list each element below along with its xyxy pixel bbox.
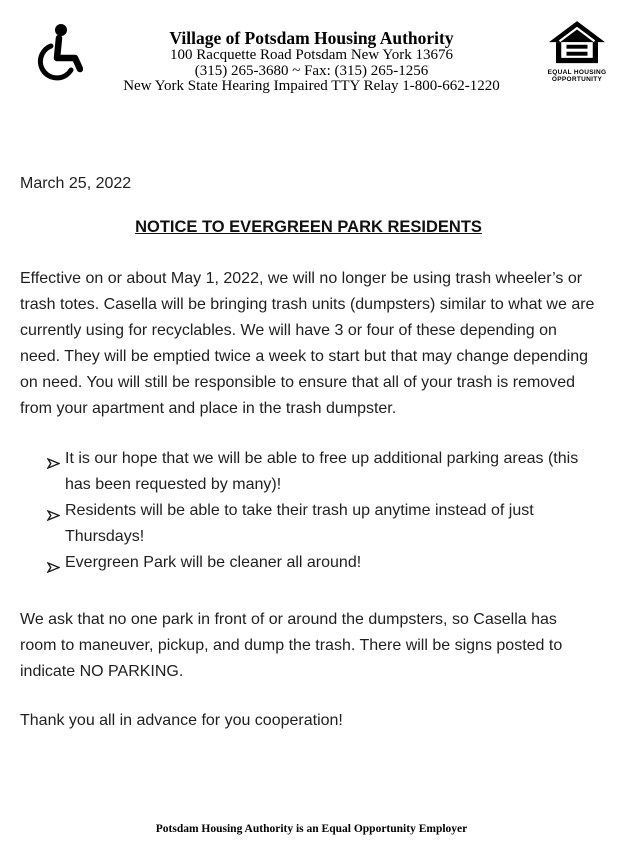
wheelchair-accessibility-icon — [33, 22, 83, 84]
notice-title: NOTICE TO EVERGREEN PARK RESIDENTS — [135, 218, 482, 236]
paragraph-trash-changes: Effective on or about May 1, 2022, we will no longer be using trash wheeler’s or trash totes. Casella will be bringing trash units (dumpsters) similar to what we are currently using for recyclables. We will have 3 or four of these depending on need. They will be emptied twice a week to start but that may change depending on need. You will still be responsible to ensure that all of your trash is removed from your apartment and place in the trash dumpster. — [20, 270, 595, 417]
organization-phone-fax: (315) 265-3680 ~ Fax: (315) 265-1256 — [194, 62, 429, 79]
eho-label-line2: OPPORTUNITY — [551, 75, 603, 83]
letterhead-text-block — [0, 0, 623, 95]
list-item-text: Evergreen Park will be cleaner all around! — [65, 554, 362, 571]
letter-date: March 25, 2022 — [20, 175, 132, 192]
equal-housing-house-icon — [549, 21, 605, 65]
organization-address: 100 Racquette Road Potsdam New York 13676 — [170, 47, 453, 63]
list-item — [47, 446, 597, 498]
list-item-text: Residents will be able to take their trash up anytime instead of just Thursdays! — [65, 502, 534, 545]
letterhead — [0, 0, 623, 100]
organization-name: Village of Potsdam Housing Authority — [169, 28, 454, 48]
letter-body — [20, 174, 597, 734]
organization-tty-relay: New York State Hearing Impaired TTY Relay 1-800-662-1220 — [123, 78, 500, 95]
footer-equal-opportunity-statement: Potsdam Housing Authority is an Equal Opportunity Employer — [155, 823, 468, 835]
closing-thank-you: Thank you all in advance for you cooperation! — [20, 712, 343, 729]
arrowhead-bullet-icon — [47, 550, 65, 583]
arrowhead-bullet-icon — [47, 498, 65, 531]
list-item — [47, 550, 597, 583]
benefits-bullet-list — [20, 446, 597, 583]
list-item — [47, 498, 597, 550]
list-item-text: It is our hope that we will be able to free up additional parking areas (this has been requested by many)! — [65, 450, 579, 493]
eho-label-line1: EQUAL HOUSING — [547, 69, 607, 76]
equal-housing-opportunity-logo — [547, 21, 607, 83]
paragraph-no-parking: We ask that no one park in front of or around the dumpsters, so Casella has room to maneuver, pickup, and dump the trash. There will be signs posted to indicate NO PARKING. — [20, 611, 563, 680]
arrowhead-bullet-icon — [47, 446, 65, 479]
